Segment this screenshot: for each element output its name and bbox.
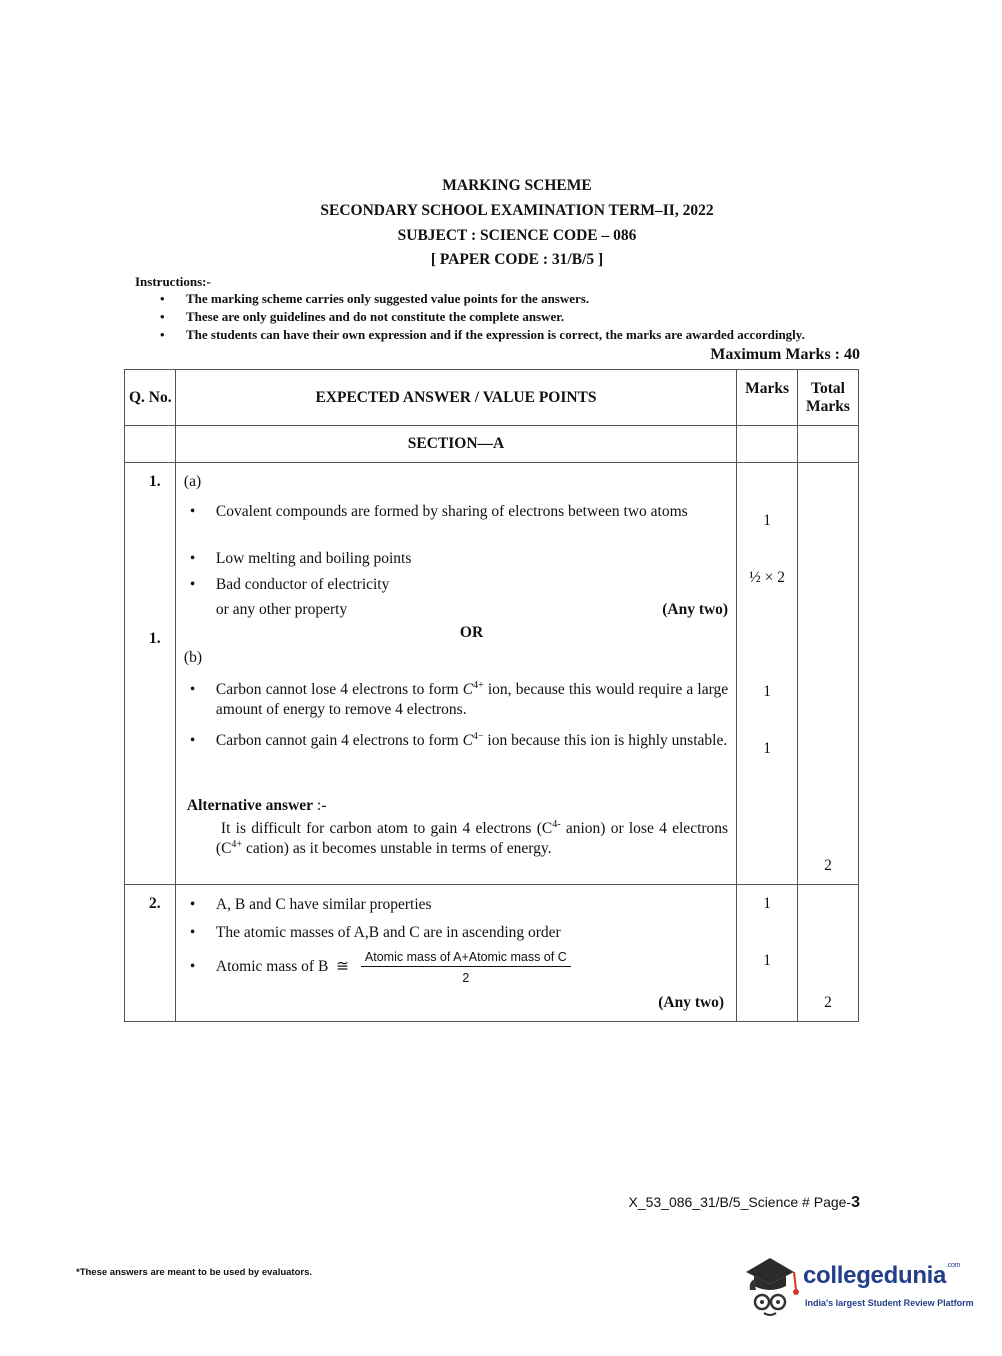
question-row-2 bbox=[125, 885, 859, 1022]
fraction-numerator: Atomic mass of A+Atomic mass of C bbox=[361, 950, 571, 967]
bullet-icon: • bbox=[160, 291, 165, 306]
maximum-marks: Maximum Marks : 40 bbox=[710, 346, 860, 363]
subject-line: SUBJECT : SCIENCE CODE – 086 bbox=[397, 227, 637, 244]
answer-header: EXPECTED ANSWER / VALUE POINTS bbox=[315, 389, 597, 406]
any-two-note: (Any two) bbox=[662, 601, 729, 618]
marking-table bbox=[124, 369, 859, 1022]
doc-title: MARKING SCHEME bbox=[442, 177, 592, 194]
question-number: 1. bbox=[149, 630, 161, 647]
brand-name: collegedunia$^{.com}$ bbox=[803, 1262, 961, 1289]
answer-point: • Bad conductor of electricity bbox=[216, 575, 728, 595]
any-two-note: (Any two) bbox=[658, 994, 725, 1011]
total-marks-value: 2 bbox=[824, 994, 832, 1011]
page-code: X_53_086_31/B/5_Science # Page-3 bbox=[628, 1194, 860, 1211]
other-property-note: or any other property bbox=[215, 601, 348, 618]
answer-point: • The atomic masses of A,B and C are in ascending order bbox=[216, 923, 728, 943]
brand-tagline: India's largest Student Review Platform bbox=[805, 1298, 974, 1308]
marks-value: 1 bbox=[763, 895, 771, 912]
marks-value: 1 bbox=[763, 740, 771, 757]
or-divider: OR bbox=[459, 624, 484, 641]
fraction-denominator: 2 bbox=[462, 970, 470, 985]
total-header-line2: Marks bbox=[806, 398, 850, 415]
answer-point: • Atomic mass of B ≅ $\frac{\text{Atomic mass of A+Atomic mass of C}}{2}$ bbox=[216, 949, 728, 985]
question-row-1 bbox=[125, 463, 859, 885]
answer-point: • A, B and C have similar properties bbox=[216, 895, 728, 915]
total-header-line1: Total bbox=[811, 380, 845, 397]
marks-value: 1 bbox=[763, 683, 771, 700]
bullet-icon: • bbox=[160, 327, 165, 342]
question-number: 2. bbox=[149, 895, 161, 912]
marks-value: ½ × 2 bbox=[749, 569, 786, 586]
marks-value: 1 bbox=[763, 512, 771, 529]
qno-header: Q. No. bbox=[129, 389, 172, 406]
part-label: (b) bbox=[183, 649, 202, 666]
part-label: (a) bbox=[183, 473, 202, 490]
approx-symbol: ≅ bbox=[336, 958, 350, 975]
instructions-title: Instructions:- bbox=[135, 274, 211, 289]
question-number: 1. bbox=[149, 473, 161, 490]
collegedunia-logo-icon bbox=[740, 1250, 800, 1320]
marks-value: 1 bbox=[763, 952, 771, 969]
evaluator-note: *These answers are meant to be used by evaluators. bbox=[76, 1267, 313, 1278]
total-marks-value: 2 bbox=[824, 857, 832, 874]
alternative-answer-text: It is difficult for carbon atom to gain 4 electrons ($C^{4-}$ anion) or lose 4 electrons ($C^{4+}$ cation) as it becomes unstable in terms of energy. bbox=[215, 818, 729, 857]
answer-point: • Carbon cannot gain 4 electrons to form $C^{4-}$ ion because this ion is highly unstable. bbox=[216, 731, 728, 751]
paper-code: [ PAPER CODE : 31/B/5 ] bbox=[430, 251, 604, 268]
alternative-answer-title: Alternative answer :- bbox=[186, 797, 327, 814]
exam-title: SECONDARY SCHOOL EXAMINATION TERM–II, 2022 bbox=[320, 202, 714, 219]
answer-point: • Low melting and boiling points bbox=[216, 549, 728, 569]
marks-header: Marks bbox=[745, 380, 789, 397]
fraction bbox=[361, 950, 571, 985]
answer-point: • Covalent compounds are formed by sharing of electrons between two atoms bbox=[216, 502, 728, 522]
bullet-icon: • bbox=[160, 309, 165, 324]
answer-point: • Carbon cannot lose 4 electrons to form $C^{4+}$ ion, because this would require a large amount of energy to remove 4 electrons. bbox=[216, 680, 728, 720]
section-title: SECTION—A bbox=[407, 435, 505, 452]
table-header-row bbox=[125, 370, 859, 426]
section-row bbox=[125, 426, 859, 463]
